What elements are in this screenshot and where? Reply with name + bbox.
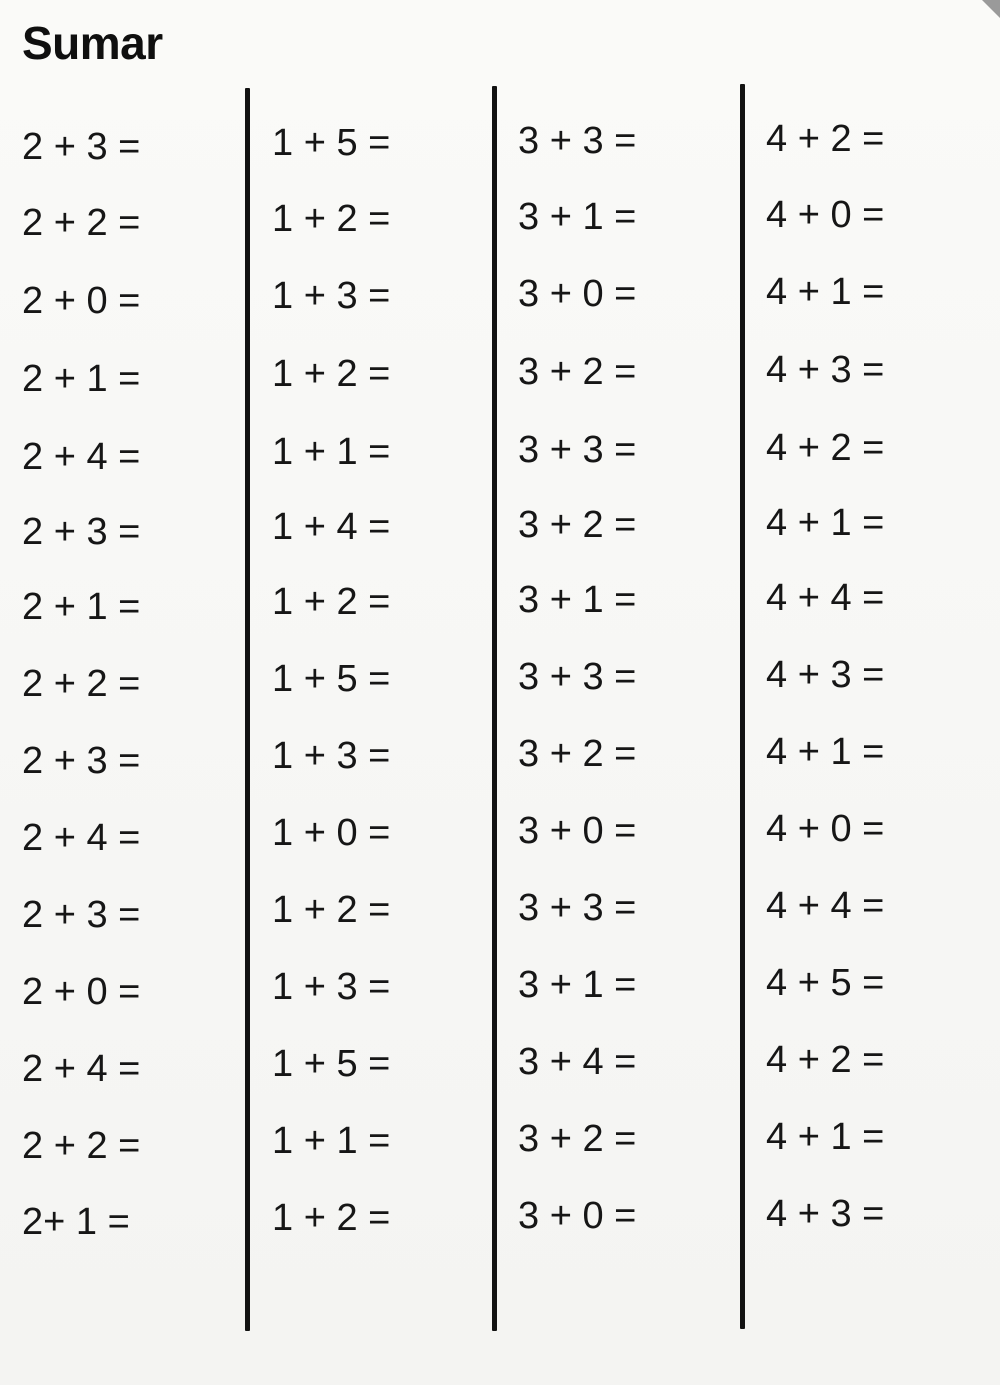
addition-problem: 4 + 4 = <box>766 577 885 619</box>
addition-problem: 3 + 0 = <box>518 273 637 315</box>
addition-problem: 3 + 3 = <box>518 887 637 929</box>
addition-problem: 1 + 0 = <box>272 812 391 854</box>
addition-problem: 1 + 2 = <box>272 889 391 931</box>
addition-problem: 4 + 1 = <box>766 271 885 313</box>
column-divider <box>245 88 250 1331</box>
addition-problem: 2 + 3 = <box>22 511 141 553</box>
column-divider <box>492 86 497 1331</box>
addition-problem: 1 + 4 = <box>272 506 391 548</box>
addition-problem: 3 + 0 = <box>518 810 637 852</box>
addition-problem: 2 + 2 = <box>22 1125 141 1167</box>
addition-problem: 1 + 3 = <box>272 735 391 777</box>
addition-problem: 4 + 2 = <box>766 427 885 469</box>
addition-problem: 4 + 4 = <box>766 885 885 927</box>
addition-problem: 1 + 5 = <box>272 658 391 700</box>
addition-problem: 4 + 0 = <box>766 194 885 236</box>
addition-problem: 2 + 0 = <box>22 280 141 322</box>
addition-problem: 3 + 2 = <box>518 351 637 393</box>
addition-problem: 1 + 3 = <box>272 275 391 317</box>
addition-problem: 1 + 2 = <box>272 1197 391 1239</box>
addition-problem: 3 + 0 = <box>518 1195 637 1237</box>
addition-problem: 2 + 3 = <box>22 126 141 168</box>
addition-problem: 2 + 1 = <box>22 358 141 400</box>
addition-problem: 3 + 2 = <box>518 733 637 775</box>
addition-problem: 3 + 2 = <box>518 504 637 546</box>
addition-problem: 4 + 1 = <box>766 1116 885 1158</box>
addition-problem: 4 + 2 = <box>766 1039 885 1081</box>
addition-problem: 4 + 3 = <box>766 1193 885 1235</box>
addition-problem: 1 + 1 = <box>272 431 391 473</box>
worksheet-title: Sumar <box>22 17 163 69</box>
addition-problem: 2 + 2 = <box>22 663 141 705</box>
addition-problem: 3 + 1 = <box>518 196 637 238</box>
addition-problem: 3 + 3 = <box>518 656 637 698</box>
addition-problem: 4 + 2 = <box>766 118 885 160</box>
addition-problem: 1 + 5 = <box>272 122 391 164</box>
addition-problem: 2 + 2 = <box>22 202 141 244</box>
addition-problem: 1 + 2 = <box>272 353 391 395</box>
addition-problem: 1 + 2 = <box>272 581 391 623</box>
addition-problem: 4 + 5 = <box>766 962 885 1004</box>
page-corner-fold <box>982 0 1000 18</box>
addition-problem: 1 + 1 = <box>272 1120 391 1162</box>
addition-problem: 1 + 2 = <box>272 198 391 240</box>
addition-problem: 2 + 4 = <box>22 436 141 478</box>
addition-problem: 4 + 1 = <box>766 731 885 773</box>
addition-problem: 4 + 0 = <box>766 808 885 850</box>
addition-problem: 1 + 3 = <box>272 966 391 1008</box>
addition-problem: 1 + 5 = <box>272 1043 391 1085</box>
addition-problem: 2 + 0 = <box>22 971 141 1013</box>
column-divider <box>740 84 745 1329</box>
addition-problem: 3 + 1 = <box>518 579 637 621</box>
addition-problem: 4 + 3 = <box>766 654 885 696</box>
addition-problem: 2 + 1 = <box>22 586 141 628</box>
addition-problem: 2+ 1 = <box>22 1201 130 1243</box>
addition-problem: 3 + 4 = <box>518 1041 637 1083</box>
addition-problem: 2 + 3 = <box>22 894 141 936</box>
addition-problem: 2 + 4 = <box>22 817 141 859</box>
addition-problem: 4 + 3 = <box>766 349 885 391</box>
addition-problem: 3 + 3 = <box>518 120 637 162</box>
addition-problem: 4 + 1 = <box>766 502 885 544</box>
addition-problem: 3 + 3 = <box>518 429 637 471</box>
addition-problem: 3 + 2 = <box>518 1118 637 1160</box>
addition-problem: 2 + 3 = <box>22 740 141 782</box>
addition-problem: 3 + 1 = <box>518 964 637 1006</box>
addition-problem: 2 + 4 = <box>22 1048 141 1090</box>
